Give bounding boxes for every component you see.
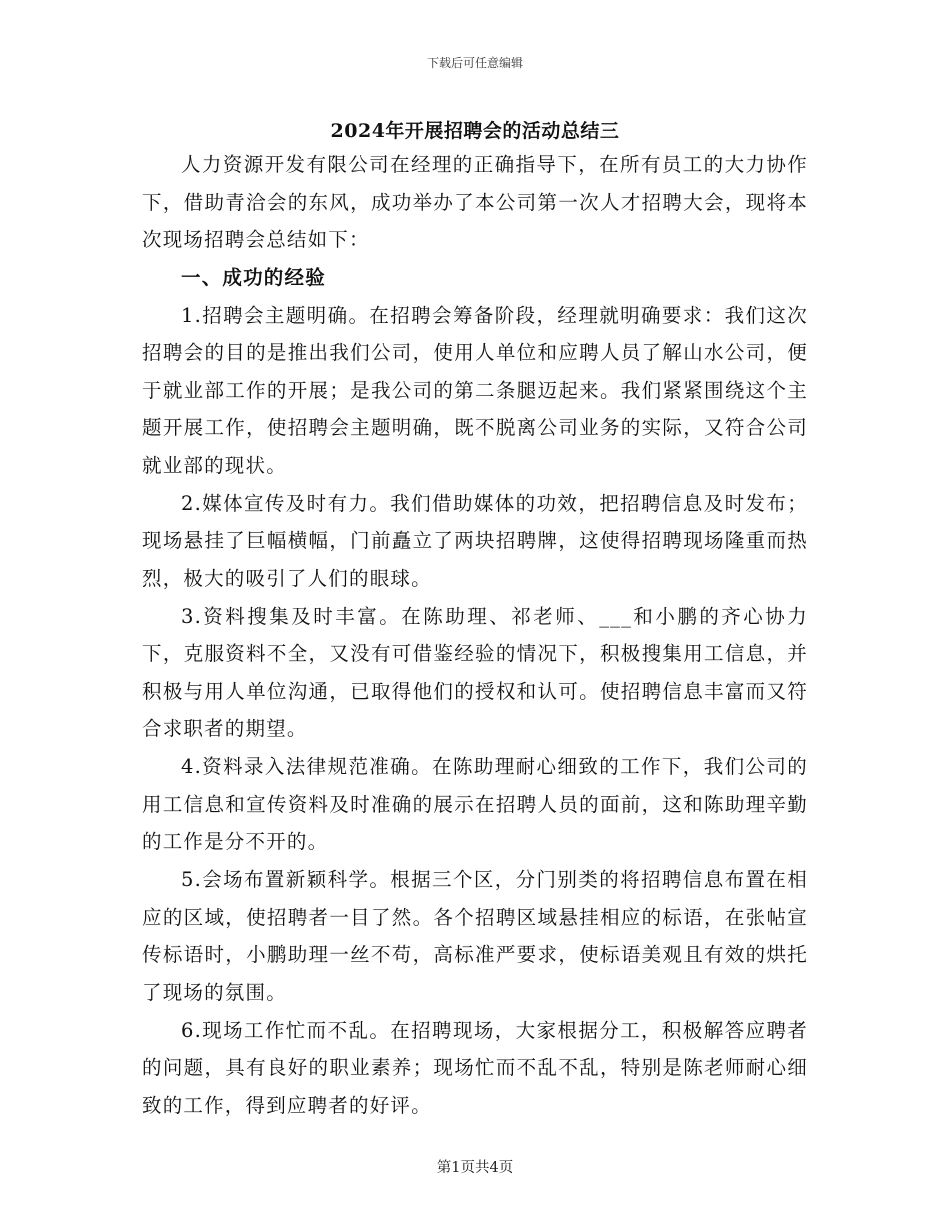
intro-paragraph: 人力资源开发有限公司在经理的正确指导下，在所有员工的大力协作下，借助青洽会的东风，成功举办了本公司第一次人才招聘大会，现将本次现场招聘会总结如下： — [142, 153, 808, 251]
document-title: 2024年开展招聘会的活动总结三 — [330, 120, 620, 142]
document-body — [142, 146, 808, 1125]
header-note: 下载后可任意编辑 — [426, 56, 523, 70]
section-heading: 一、成功的经验 — [181, 266, 326, 289]
list-item: 4.资料录入法律规范准确。在陈助理耐心细致的工作下，我们公司的用工信息和宣传资料及时准确的展示在招聘人员的面前，这和陈助理辛勤的工作是分不开的。 — [142, 755, 808, 853]
list-item: 3.资料搜集及时丰富。在陈助理、祁老师、___和小鹏的齐心协力下，克服资料不全，又没有可借鉴经验的情况下，积极搜集用工信息，并积极与用人单位沟通，已取得他们的授权和认可。使招聘信息丰富而又符合求职者的期望。 — [142, 604, 808, 740]
list-item: 6.现场工作忙而不乱。在招聘现场，大家根据分工，积极解答应聘者的问题，具有良好的职业素养；现场忙而不乱不乱，特别是陈老师耐心细致的工作，得到应聘者的好评。 — [142, 1018, 808, 1117]
list-item: 5.会场布置新颖科学。根据三个区，分门别类的将招聘信息布置在相应的区域，使招聘者一目了然。各个招聘区域悬挂相应的标语，在张帖宣传标语时，小鹏助理一丝不苟，高标准严要求，使标语美观且有效的烘托了现场的氛围。 — [142, 868, 808, 1004]
list-item: 2.媒体宣传及时有力。我们借助媒体的功效，把招聘信息及时发布；现场悬挂了巨幅横幅，门前矗立了两块招聘牌，这使得招聘现场隆重而热烈，极大的吸引了人们的眼球。 — [142, 491, 808, 590]
list-item: 1.招聘会主题明确。在招聘会筹备阶段，经理就明确要求：我们这次招聘会的目的是推出我们公司，使用人单位和应聘人员了解山水公司，便于就业部工作的开展；是我公司的第二条腿迈起来。我们紧紧围绕这个主题开展工作，使招聘会主题明确，既不脱离公司业务的实际，又符合公司就业部的现状。 — [142, 303, 808, 477]
page-indicator: 第1页共4页 — [436, 1160, 514, 1176]
